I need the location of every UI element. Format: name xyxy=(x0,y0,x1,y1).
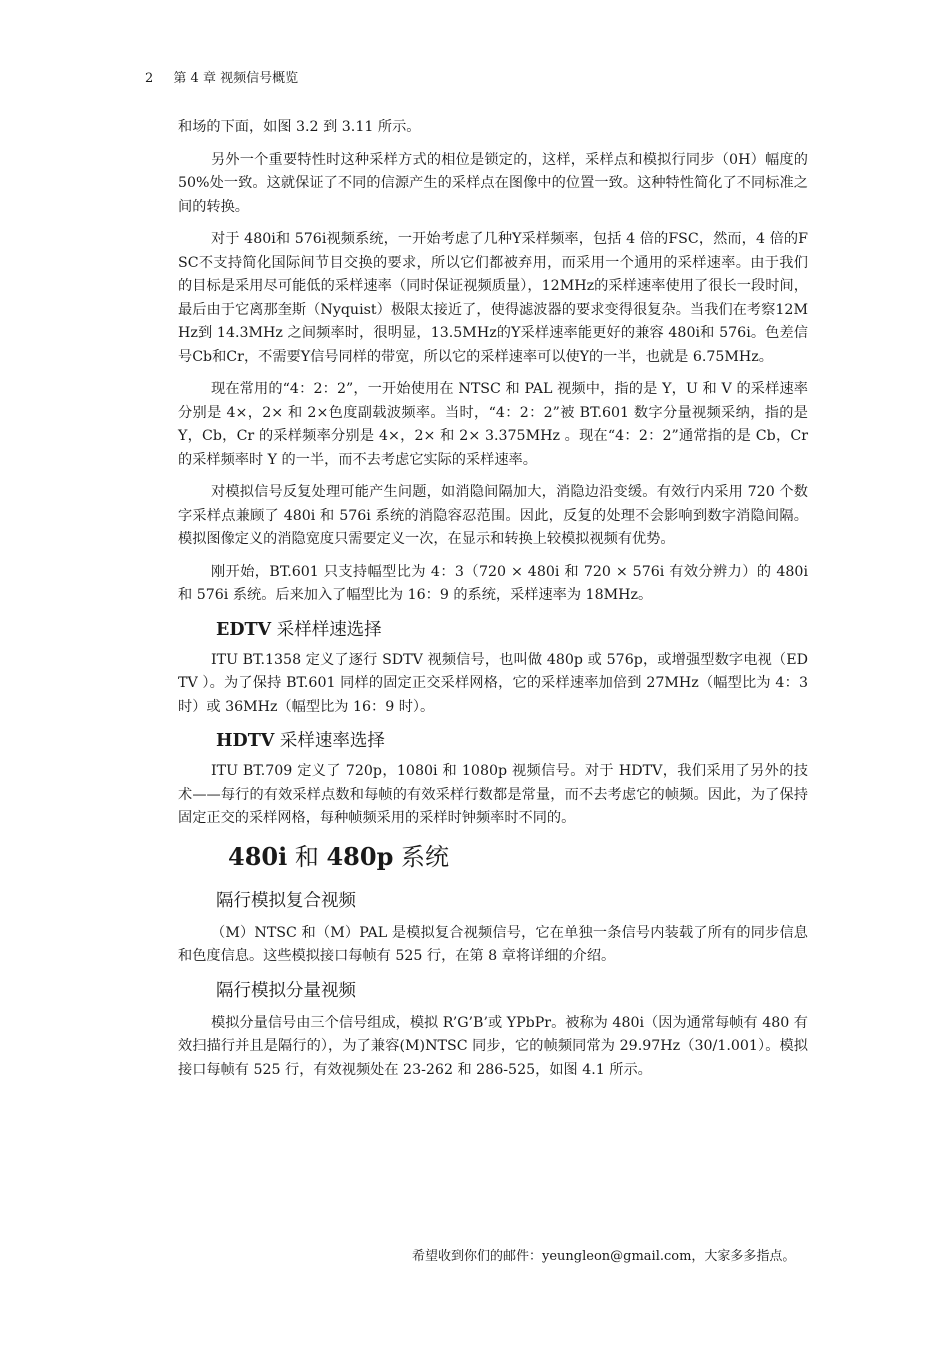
paragraph-4: 现在常用的“4：2：2”，一开始使用在 NTSC 和 PAL 视频中，指的是 Y，U 和 V 的采样速率分别是 4×，2× 和 2×色度副载波频率。当时，“4：2：2”被 BT.601 数字分量视频采纳，指的是 Y，Cb，Cr 的采样频率分别是 4×，2× 和 2× 3.375MHz 。现在“4：2：2”通常指的是 Cb，Cr 的采样频率时 Y 的一半，而不去考虑它实际的采样速率。 xyxy=(178,381,808,468)
paragraph-6: 刚开始，BT.601 只支持幅型比为 4：3（720 × 480i 和 720 × 576i 有效分辨力）的 480i 和 576i 系统。后来加入了幅型比为 16：9 的系统，采样速率为 18MHz。 xyxy=(178,563,808,603)
section-title-mid: 和 xyxy=(287,842,327,871)
page-header xyxy=(145,70,298,88)
paragraph-1: 和场的下面，如图 3.2 到 3.11 所示。 xyxy=(178,119,421,135)
heading-hdtv xyxy=(216,728,808,754)
paragraph-3: 对于 480i和 576i视频系统，一开始考虑了几种Y采样频率，包括 4 倍的FSC，然而，4 倍的FSC不支持简化国际间节目交换的要求，所以它们都被弃用，而采用一个通用的采样速率。由于我们的目标是采用尽可能低的采样速率（同时保证视频质量），12MHz的采样速率使用了很长一段时间，最后由于它离那奎斯（Nyquist）极限太接近了，使得滤波器的要求变得很复杂。当我们在考察12MHz到 14.3MHz 之间频率时，很明显，13.5MHz的Y采样速率能更好的兼容 480i和 576i。色差信号Cb和Cr，不需要Y信号同样的带宽，所以它的采样速率可以使Y的一半，也就是 6.75MHz。 xyxy=(178,231,808,365)
paragraph-9: （M）NTSC 和（M）PAL 是模拟复合视频信号，它在单独一条信号内装载了所有的同步信息和色度信息。这些模拟接口每帧有 525 行，在第 8 章将详细的介绍。 xyxy=(178,924,808,964)
paragraph-7: ITU BT.1358 定义了逐行 SDTV 视频信号，也叫做 480p 或 576p，或增强型数字电视（EDTV ）。为了保持 BT.601 同样的固定正交采样网格，它的采样速率加倍到 27MHz（幅型比为 4：3 时）或 36MHz（幅型比为 16：9 时）。 xyxy=(178,651,808,715)
page-content xyxy=(178,116,808,1091)
heading-component: 隔行模拟分量视频 xyxy=(216,980,356,1001)
section-title-480 xyxy=(228,840,808,874)
paragraph-5: 对模拟信号反复处理可能产生问题，如消隐间隔加大，消隐边沿变缓。有效行内采用 720 个数字采样点兼顾了 480i 和 576i 系统的消隐容忍范围。因此，反复的处理不会影响到数字消隐间隔。模拟图像定义的消隐宽度只需要定义一次，在显示和转换上较模拟视频有优势。 xyxy=(178,484,808,547)
heading-hdtv-bold: HDTV xyxy=(216,731,275,751)
heading-edtv-rest: 采样样速选择 xyxy=(271,619,382,640)
heading-composite: 隔行模拟复合视频 xyxy=(216,890,356,911)
page-footer: 希望收到你们的邮件：yeungleon@gmail.com，大家多多指点。 xyxy=(412,1249,796,1264)
page-number: 2 xyxy=(145,71,154,86)
heading-hdtv-rest: 采样速率选择 xyxy=(274,731,385,751)
paragraph-10: 模拟分量信号由三个信号组成，模拟 R’G’B’或 YPbPr。被称为 480i（因为通常每帧有 480 有效扫描行并且是隔行的），为了兼容(M)NTSC 同步，它的帧频同常为 29.97Hz（30/1.001）。模拟接口每帧有 525 行，有效视频处在 23-262 和 286-525，如图 4.1 所示。 xyxy=(178,1014,808,1078)
section-title-bold-2: 480p xyxy=(326,841,394,871)
section-title-bold-1: 480i xyxy=(228,841,288,871)
paragraph-8: ITU BT.709 定义了 720p，1080i 和 1080p 视频信号。对于 HDTV，我们采用了另外的技术——每行的有效采样点数和每帧的有效采样行数都是常量，而不去考虑它的帧频。因此，为了保持固定正交的采样网格，每种帧频采用的采样时钟频率时不同的。 xyxy=(178,763,808,826)
heading-edtv-bold: EDTV xyxy=(216,619,272,640)
chapter-title: 第 4 章 视频信号概览 xyxy=(173,71,299,86)
heading-edtv xyxy=(216,617,808,643)
paragraph-2: 另外一个重要特性时这种采样方式的相位是锁定的，这样，采样点和模拟行同步（0H）幅度的 50%处一致。这就保证了不同的信源产生的采样点在图像中的位置一致。这种特性简化了不同标准之间的转换。 xyxy=(178,151,808,215)
section-title-rest: 系统 xyxy=(393,842,450,871)
